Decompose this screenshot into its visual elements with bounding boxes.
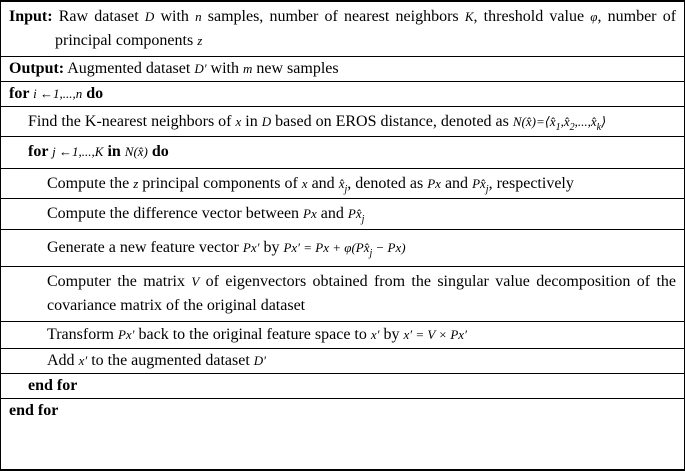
body-text: with [154,8,196,25]
body-text: Generate a new feature vector [47,239,243,256]
body-text: Transform [47,326,118,343]
body-text: , threshold value [473,8,591,25]
math-subscript: k [596,122,602,134]
body-text: Augmented dataset [64,60,195,77]
body-text: Find the K-nearest neighbors of [28,113,236,130]
math-inline: z [197,33,203,48]
math-inline: ,x̂ [560,114,570,129]
math-inline: z [133,176,139,191]
math-inline: Px [427,176,441,191]
body-text: Computer the matrix [47,273,192,290]
math-inline: φ [590,9,598,24]
algorithm-row [1,374,684,399]
math-inline: D′ [194,61,207,76]
math-subscript: j [369,248,373,260]
body-text: and [307,175,339,192]
math-inline: D [144,9,155,24]
algorithm-row [1,82,684,107]
body-text: new samples [252,60,339,77]
math-inline: Px′ = Px + φ(Px̂ [283,240,370,255]
algorithm-row [1,57,684,82]
body-text: by [379,326,404,343]
body-text: to the augmented dataset [87,352,254,369]
math-subscript: 2 [569,122,575,134]
math-inline: ,...,x̂ [574,114,597,129]
math-inline: D′ [253,353,267,368]
math-inline: Px′ [242,240,260,255]
math-inline: Px [303,206,317,221]
algorithm-row [1,267,684,322]
math-inline: Px̂ [472,176,486,191]
math-inline: x̂ [338,176,345,191]
keyword-text: Input: [9,8,53,25]
keyword-text: end for [28,377,78,394]
body-text: by [259,239,284,256]
keyword-text: in [103,143,125,160]
algorithm-row [1,199,684,230]
math-inline: K [464,9,474,24]
math-inline: x [301,176,308,191]
keyword-text: do [147,143,169,160]
algorithm-row [1,137,684,169]
algorithm-row [1,230,684,267]
algorithm-row [1,399,684,423]
keyword-text: end for [9,402,59,419]
algorithm-row [1,169,684,199]
math-inline: x′ [78,353,88,368]
math-subscript: j [344,184,348,196]
algorithm-row [1,107,684,137]
math-inline: m [243,61,253,76]
body-text: based on EROS distance, denoted as [271,113,513,130]
body-text: and [440,175,473,192]
keyword-text: do [82,85,104,102]
math-inline: Px̂ [347,206,362,221]
keyword-text: for [9,85,34,102]
algorithm-row [1,322,684,349]
body-text: , respectively [488,175,574,192]
body-text: principal components of [138,175,302,192]
body-text: samples, number of nearest neighbors [201,8,465,25]
math-subscript: 1 [555,122,561,134]
math-inline: x′ [370,327,380,342]
math-inline: − Px) [372,240,406,255]
body-text: Raw dataset [52,8,145,25]
math-inline: n [195,9,202,24]
math-inline: j ←1,...,K [52,144,104,159]
body-text: and [316,205,348,222]
math-inline: V [191,274,200,289]
body-text: in [241,113,262,130]
math-inline: D [261,114,272,129]
algorithm-row [1,2,684,57]
math-inline: i ←1,...,n [33,86,83,101]
math-subscript: j [361,214,365,226]
body-text: Compute the difference vector between [47,205,304,222]
body-text: back to the original feature space to [134,326,371,343]
math-inline: N(x̂)=⟨x̂ [512,114,556,129]
body-text: , denoted as [347,175,428,192]
algorithm-row [1,349,684,374]
body-text: , number of principal components [55,8,677,49]
body-text: Compute the [47,175,134,192]
keyword-text: for [28,143,53,160]
math-subscript: j [485,184,489,196]
body-text: of eigenvectors obtained from the singular value decomposition of the covariance matrix of the original dataset [47,273,677,314]
keyword-text: Output: [9,60,65,77]
math-inline: ⟩ [601,114,607,129]
math-inline: Px′ [117,327,135,342]
body-text: with [206,60,243,77]
math-inline: x [235,114,242,129]
math-inline: N(x̂) [124,144,148,159]
body-text: Add [47,352,79,369]
math-inline: x′ = V × Px′ [403,327,467,342]
